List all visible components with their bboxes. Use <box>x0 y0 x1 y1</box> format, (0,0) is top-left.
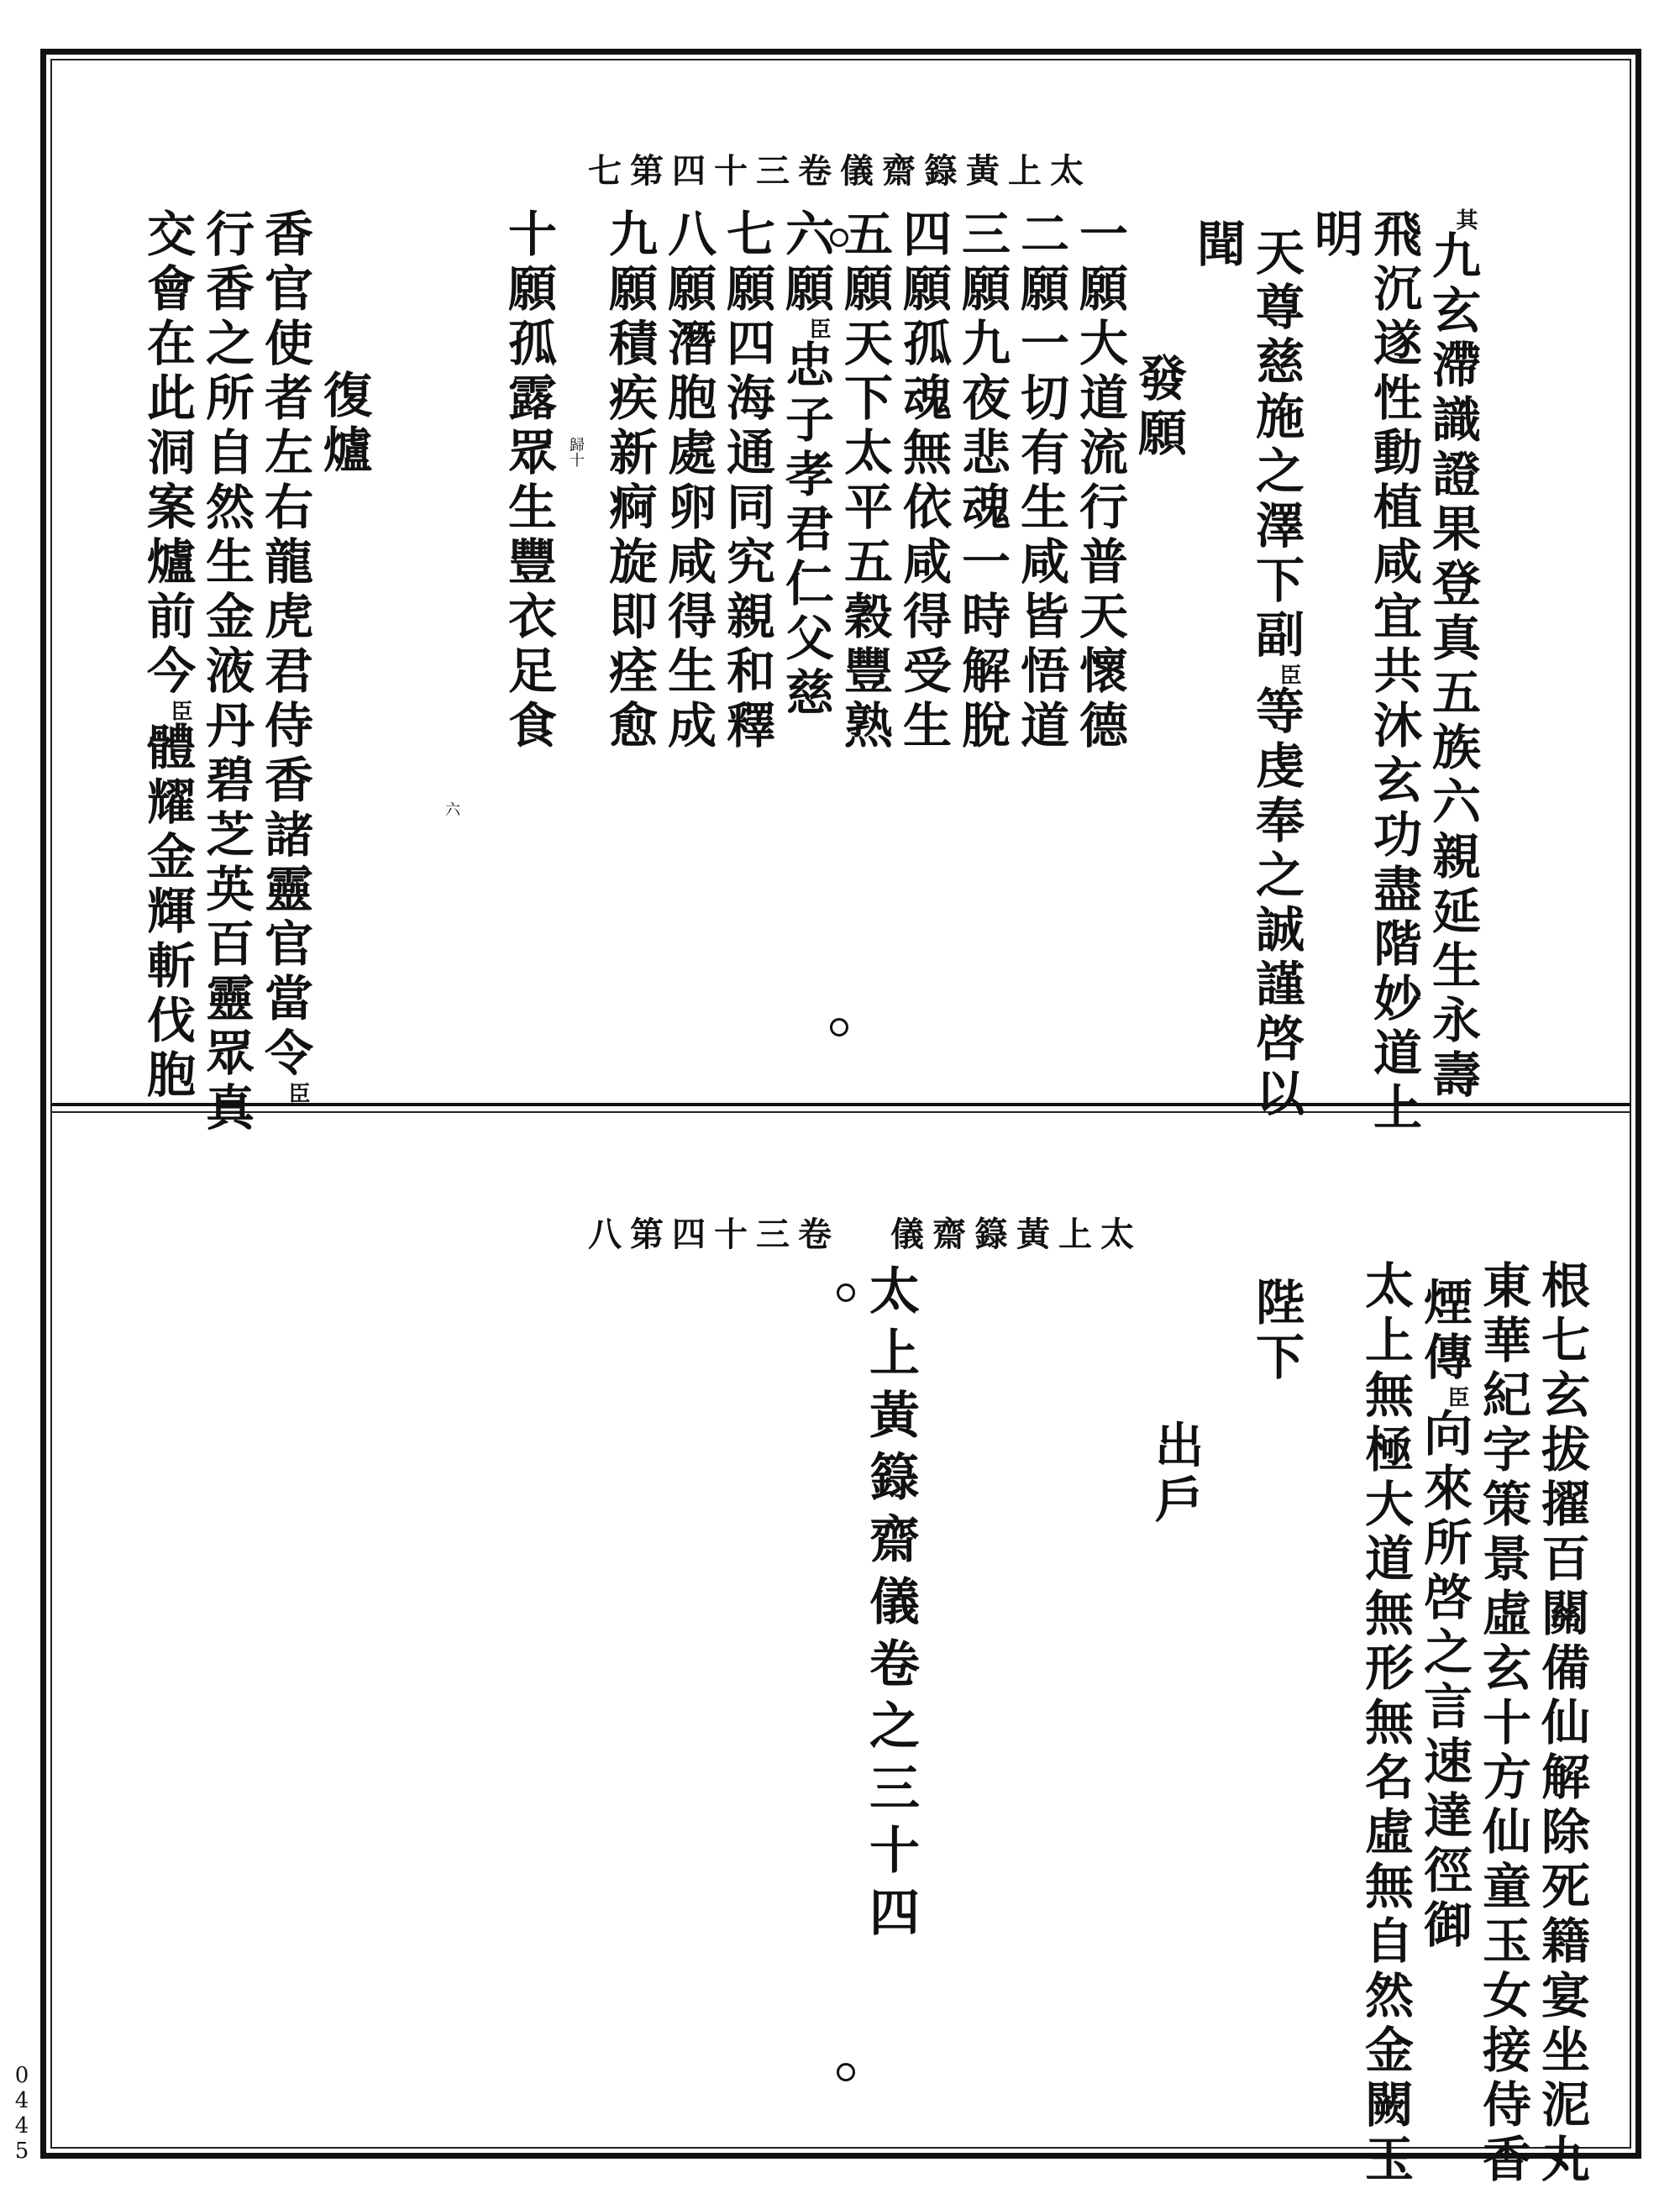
top-col-1-text: 九玄滯識證果登真五族六親延生永壽 <box>1424 230 1481 1104</box>
top-col-14: 八願潛胞處卵咸得生成 <box>659 208 717 754</box>
bottom-col-3-a: 煙傳 <box>1415 1277 1473 1386</box>
top-col-1-small: 其 <box>1452 208 1478 230</box>
top-col-19-a: 香官使者左右龍虎君侍香諸靈官當令 <box>256 208 313 1082</box>
top-col-2: 飛沉遂性動植咸宜共沐玄功盡階妙道上 <box>1365 208 1422 1136</box>
top-col-7: 一願大道流行普天懷德 <box>1071 208 1128 754</box>
circle-mark <box>837 2063 855 2081</box>
bottom-col-3-small: 臣 <box>1444 1386 1469 1408</box>
circle-mark <box>830 228 848 247</box>
top-col-12-a: 六願 <box>777 208 834 318</box>
top-col-6: 發願 <box>1130 353 1187 462</box>
top-col-12-b: 忠子孝君仁父慈 <box>777 339 834 722</box>
top-col-15: 九願積疾新痾旋即痊愈 <box>601 208 658 754</box>
top-col-4-small: 臣 <box>1276 664 1301 685</box>
bottom-col-6: 出戶 <box>1147 1420 1204 1529</box>
top-col-5: 聞 <box>1189 218 1246 273</box>
bottom-col-1: 根七玄拔擢百關備仙解除死籍宴坐泥丸 <box>1533 1260 1590 2188</box>
top-col-4 <box>1247 227 1305 1122</box>
top-col-13: 七願四海通同究親和釋 <box>718 208 775 754</box>
top-col-11: 五願天下太平五穀豐熟 <box>836 208 893 754</box>
circle-mark <box>830 1018 848 1037</box>
bottom-header-text <box>588 1208 1142 1256</box>
top-col-9: 三願九夜悲魂一時解脫 <box>953 208 1011 754</box>
top-col-3: 明 <box>1306 208 1363 263</box>
circle-mark <box>837 1283 855 1302</box>
top-col-4-b: 等虔奉之誠謹啓以 <box>1247 685 1305 1122</box>
bottom-col-3-b: 向來所啓之言速達徑御 <box>1415 1408 1473 1954</box>
top-col-12 <box>777 208 834 722</box>
top-col-17: 十願孤露眾生豐衣足食 <box>500 208 557 754</box>
top-col-20: 行香之所自然生金液丹碧芝英百靈眾真 <box>197 208 255 1136</box>
top-col-19 <box>256 208 313 1104</box>
top-col-1 <box>1424 208 1481 1104</box>
top-col-21-b: 體耀金輝斬伐胞 <box>139 722 196 1104</box>
bottom-col-4: 太上無極大道無形無名虛無自然金闕玉 <box>1357 1260 1414 2188</box>
top-header-title: 太上黃籙齋儀 <box>840 151 1092 191</box>
top-col-8: 二願一切有生咸皆悟道 <box>1012 208 1069 754</box>
bottom-col-7: 太上黃籙齋儀卷之三十四 <box>861 1264 920 1948</box>
page-number-digit: 4 <box>14 2113 29 2139</box>
top-col-21-small: 臣 <box>167 700 192 722</box>
bottom-header-title: 太上黃籙齋儀 <box>890 1215 1142 1254</box>
margin-mark: 六 <box>445 801 460 819</box>
top-header-text <box>588 144 890 192</box>
top-col-16-note: 歸十 <box>567 437 585 467</box>
bottom-col-2: 東華紀字策景虛玄十方仙童玉女接侍香 <box>1474 1260 1531 2188</box>
top-col-21-a: 交會在此洞案爐前今 <box>139 208 196 700</box>
top-col-12-small: 臣 <box>806 318 831 339</box>
top-col-21 <box>139 208 196 1104</box>
top-col-10: 四願孤魂無依咸得受生 <box>895 208 952 754</box>
bottom-col-5: 陛下 <box>1247 1277 1305 1386</box>
top-col-4-a: 天尊慈施之澤下副 <box>1247 227 1305 664</box>
top-col-19-small: 臣 <box>285 1082 310 1104</box>
bottom-header-volume: 卷三十四第八 <box>588 1215 840 1254</box>
page-number-digit: 0 <box>14 2063 29 2088</box>
bottom-col-3 <box>1415 1277 1473 1954</box>
top-col-18: 復爐 <box>315 370 372 479</box>
page-number-digit: 5 <box>14 2139 29 2164</box>
top-header-volume: 卷三十四第七 <box>588 151 840 191</box>
page-number-digit: 4 <box>14 2088 29 2113</box>
